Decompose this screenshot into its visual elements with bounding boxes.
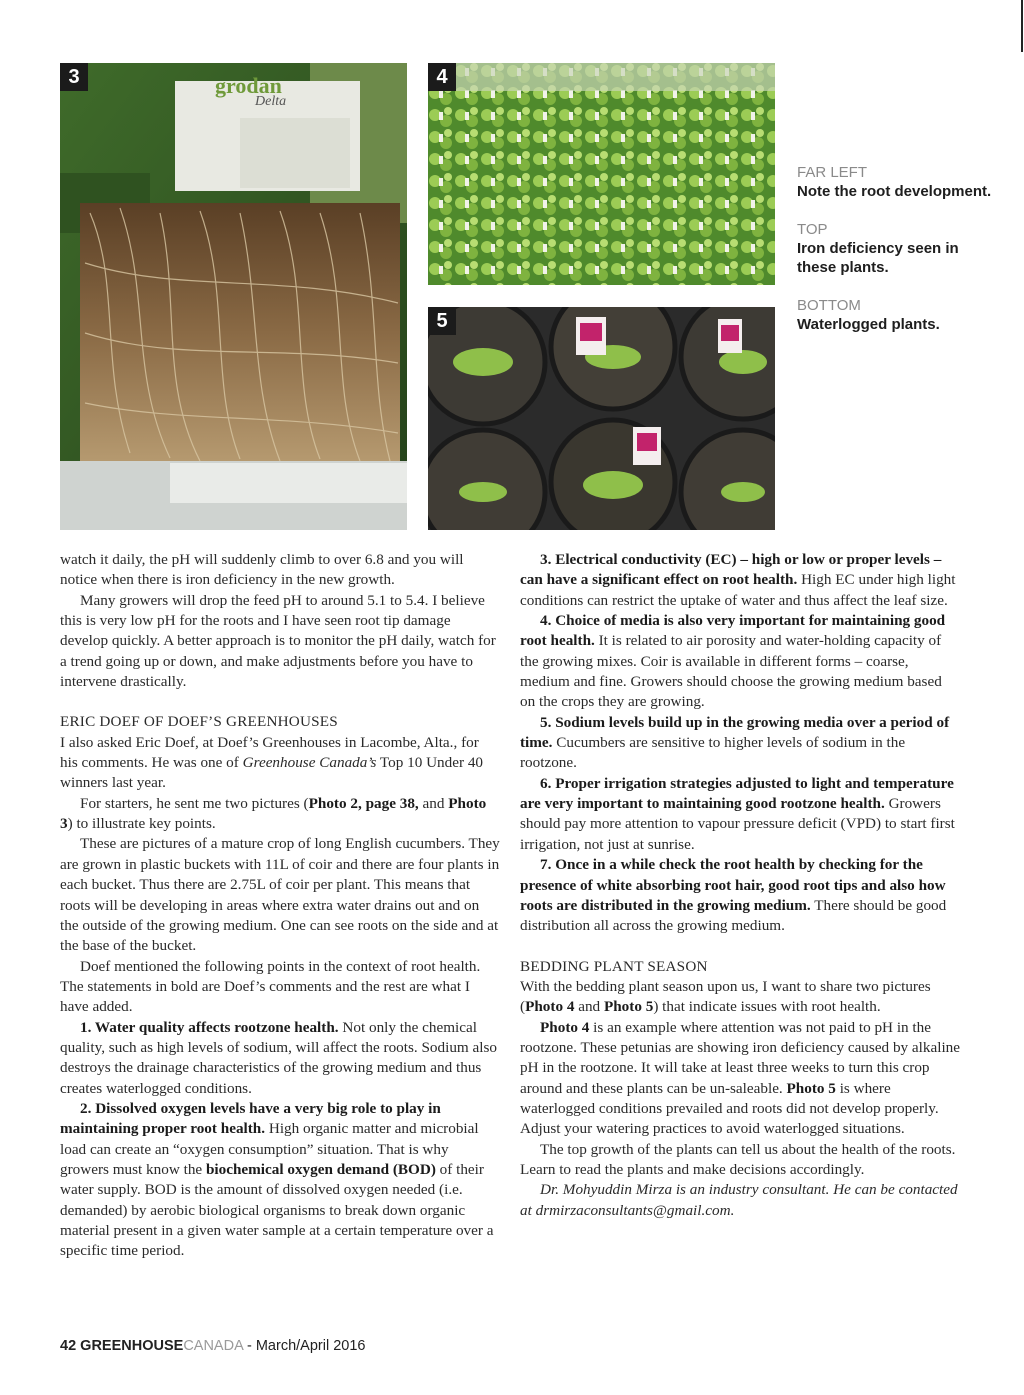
bag-logo-subtext: Delta (255, 94, 287, 109)
bag-logo-text: grodan (215, 73, 282, 98)
caption-far-left (797, 163, 997, 201)
paragraph: 2. Dissolved oxygen levels have a very big role to play in maintaining proper root health. High organic matter and microbial load can create an “oxygen consumption” situation. That is why growers must know the biochemical oxygen demand (BOD) of their water supply. BOD is the amount of dissolved oxygen needed (i.e. demanded) by aerobic biological organisms to break down organic material present in a given water sample at a certain temperature over a specific time period. (60, 1099, 494, 1260)
page-footer (60, 1338, 365, 1354)
magazine-name: GREENHOUSE (80, 1338, 184, 1354)
caption-text: Iron deficiency seen in these plants. (797, 240, 959, 276)
paragraph: Many growers will drop the feed pH to around 5.1 to 5.4. I believe this is very low pH for the roots and I have seen root tip damage develop quickly. A better approach is to monitor the pH daily, watch for a trend going up or down, and make adjustments before you have to intervene drastically. (60, 591, 496, 691)
section-heading: ERIC DOEF OF DOEF’S GREENHOUSES (60, 713, 338, 731)
caption-label: TOP (797, 221, 828, 238)
photo-number-badge: 5 (428, 307, 456, 335)
photo-5-image (428, 307, 775, 530)
issue-date: - March/April 2016 (246, 1338, 366, 1354)
caption-top (797, 220, 997, 277)
paragraph: 6. Proper irrigation strategies adjusted to light and temperature are very important to maintaining good rootzone health. Growers should pay more attention to vapour pressure deficit (VPD) to start first irrigation, not just at sunrise. (520, 774, 955, 853)
caption-label: FAR LEFT (797, 164, 868, 181)
page-edge-rule (1021, 0, 1023, 52)
article-column-right (520, 550, 960, 1221)
photo-captions (797, 163, 997, 353)
photo-number-badge: 4 (428, 63, 456, 91)
photo-4-iron-deficiency (428, 63, 775, 285)
article-column-left (60, 550, 500, 1262)
caption-text: Note the root development. (797, 183, 992, 200)
paragraph: 1. Water quality affects rootzone health. Not only the chemical quality, such as high levels of sodium, will affect the roots. Sodium also destroys the drainage characteristics of the growing medium and thus creates waterlogged conditions. (60, 1018, 498, 1097)
caption-bottom (797, 296, 997, 334)
photo-5-waterlogged (428, 307, 775, 530)
photo-4-image (428, 63, 775, 285)
paragraph: For starters, he sent me two pictures (Photo 2, page 38, and Photo 3) to illustrate key points. (60, 794, 487, 833)
paragraph: 3. Electrical conductivity (EC) – high or low or proper levels – can have a significant effect on root health. High EC under high light conditions can restrict the uptake of water and thus affect the leaf size. (520, 551, 956, 609)
paragraph: I also asked Eric Doef, at Doef’s Greenhouses in Lacombe, Alta., for his comments. He was one of Greenhouse Canada’s Top 10 Under 40 winners last year. (60, 733, 484, 792)
paragraph: With the bedding plant season upon us, I want to share two pictures (Photo 4 and Photo 5) that indicate issues with root health. (520, 977, 931, 1016)
paragraph: 5. Sodium levels build up in the growing media over a period of time. Cucumbers are sensitive to higher levels of sodium in the rootzone. (520, 713, 950, 772)
paragraph: The top growth of the plants can tell us about the health of the roots. Learn to read the plants and make decisions accordingly. (520, 1140, 956, 1178)
paragraph: 4. Choice of media is also very important for maintaining good root health. It is related to air porosity and water-holding capacity of the growing mixes. Coir is available in different forms – coarse, medium and fine. Growers should choose the growing medium based on the crops they are growing. (520, 612, 946, 711)
caption-text: Waterlogged plants. (797, 316, 940, 333)
photo-number-badge: 3 (60, 63, 88, 91)
paragraph: Photo 4 is an example where attention was not paid to pH in the rootzone. These petunias are showing iron deficiency caused by alkaline pH in the rootzone. It will take at least three weeks to turn this crop around and these plants can be un-saleable. Photo 5 is where waterlogged conditions prevailed and roots did not develop properly. Adjust your watering practices to avoid waterlogged situations. (520, 1018, 960, 1138)
caption-label: BOTTOM (797, 297, 861, 314)
paragraph: watch it daily, the pH will suddenly climb to over 6.8 and you will notice when there is iron deficiency in the new growth. (60, 551, 464, 589)
photo-3-image (60, 63, 407, 530)
paragraph: 7. Once in a while check the root health by checking for the presence of white absorbing root hair, good root tips and also how roots are distributed in the growing medium. There should be good distribution all across the growing medium. (520, 856, 947, 935)
photo-3-root-development (60, 63, 407, 530)
author-bio: Dr. Mohyuddin Mirza is an industry consultant. He can be contacted at drmirzaconsultants@gmail.com. (520, 1181, 958, 1219)
section-heading: BEDDING PLANT SEASON (520, 957, 708, 975)
magazine-name-suffix: CANADA (183, 1338, 243, 1354)
paragraph: These are pictures of a mature crop of long English cucumbers. They are grown in plastic buckets with 11L of coir and there are four plants in each bucket. Thus there are 2.75L of coir per plant. This means that roots will be developing in areas where extra water drains out and on the outside of the growing medium. One can see roots on the side and at the base of the bucket. (60, 835, 500, 955)
paragraph: Doef mentioned the following points in the context of root health. The statements in bold are Doef’s comments and the rest are what I have added. (60, 957, 481, 1016)
page-number: 42 (60, 1338, 77, 1354)
